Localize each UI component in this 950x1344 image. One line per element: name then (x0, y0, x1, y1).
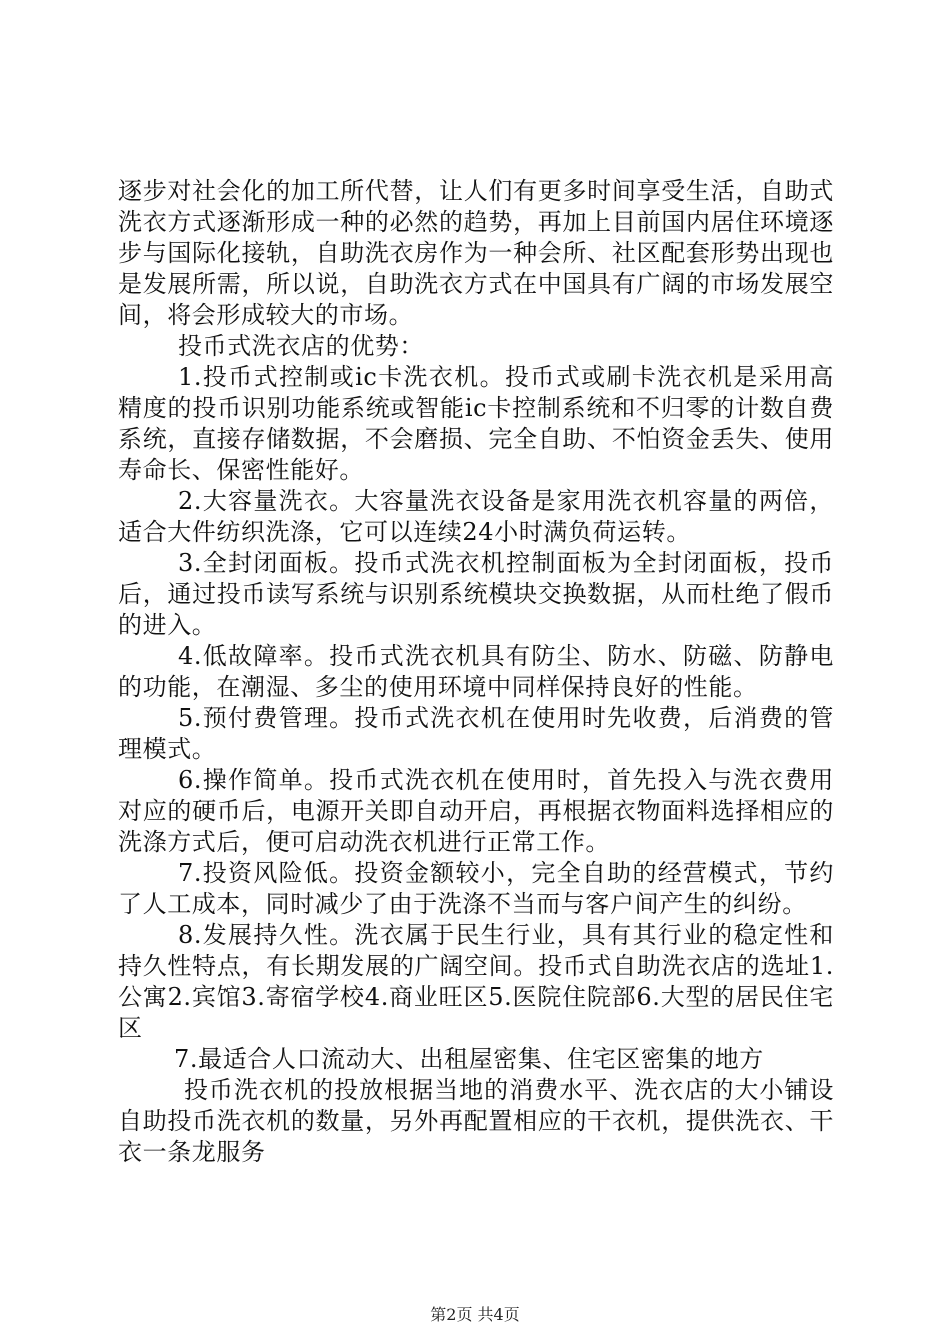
document-body (118, 176, 834, 1168)
paragraph-advantage-5: 5.预付费管理。投币式洗衣机在使用时先收费，后消费的管理模式。 (118, 704, 834, 763)
paragraph-advantage-2: 2.大容量洗衣。大容量洗衣设备是家用洗衣机容量的两倍，适合大件纺织洗涤，它可以连续24小时满负荷运转。 (118, 487, 834, 546)
page-footer: 第2页 共4页 (430, 1305, 520, 1324)
paragraph-advantage-3: 3.全封闭面板。投币式洗衣机控制面板为全封闭面板，投币后，通过投币读写系统与识别系统模块交换数据，从而杜绝了假币的进入。 (118, 549, 834, 639)
paragraph-market-outlook: 逐步对社会化的加工所代替，让人们有更多时间享受生活，自助式洗衣方式逐渐形成一种的必然的趋势，再加上目前国内居住环境逐步与国际化接轨，自助洗衣房作为一种会所、社区配套形势出现也是发展所需，所以说，自助洗衣方式在中国具有广阔的市场发展空间，将会形成较大的市场。 (118, 177, 834, 329)
paragraph-advantage-4: 4.低故障率。投币式洗衣机具有防尘、防水、防磁、防静电的功能，在潮湿、多尘的使用环境中同样保持良好的性能。 (118, 642, 834, 701)
paragraph-advantage-6: 6.操作简单。投币式洗衣机在使用时，首先投入与洗衣费用对应的硬币后，电源开关即自动开启，再根据衣物面料选择相应的洗涤方式后，便可启动洗衣机进行正常工作。 (118, 766, 834, 856)
paragraph-advantage-1: 1.投币式控制或ic卡洗衣机。投币式或刷卡洗衣机是采用高精度的投币识别功能系统或智能ic卡控制系统和不归零的计数自费系统，直接存储数据，不会磨损、完全自助、不怕资金丢失、使用寿命长、保密性能好。 (118, 363, 834, 484)
paragraph-advantages-heading: 投币式洗衣店的优势： (178, 332, 424, 360)
paragraph-placement: 投币洗衣机的投放根据当地的消费水平、洗衣店的大小铺设自助投币洗衣机的数量，另外再配置相应的干衣机，提供洗衣、干衣一条龙服务 (118, 1076, 834, 1166)
paragraph-advantage-8: 8.发展持久性。洗衣属于民生行业，具有其行业的稳定性和持久性特点，有长期发展的广阔空间。投币式自助洗衣店的选址1.公寓2.宾馆3.寄宿学校4.商业旺区5.医院住院部6.大型的居民住宅区 (118, 921, 834, 1042)
paragraph-advantage-7: 7.投资风险低。投资金额较小，完全自助的经营模式，节约了人工成本，同时减少了由于洗涤不当而与客户间产生的纠纷。 (118, 859, 834, 918)
paragraph-location-7: 7.最适合人口流动大、出租屋密集、住宅区密集的地方 (174, 1045, 764, 1073)
